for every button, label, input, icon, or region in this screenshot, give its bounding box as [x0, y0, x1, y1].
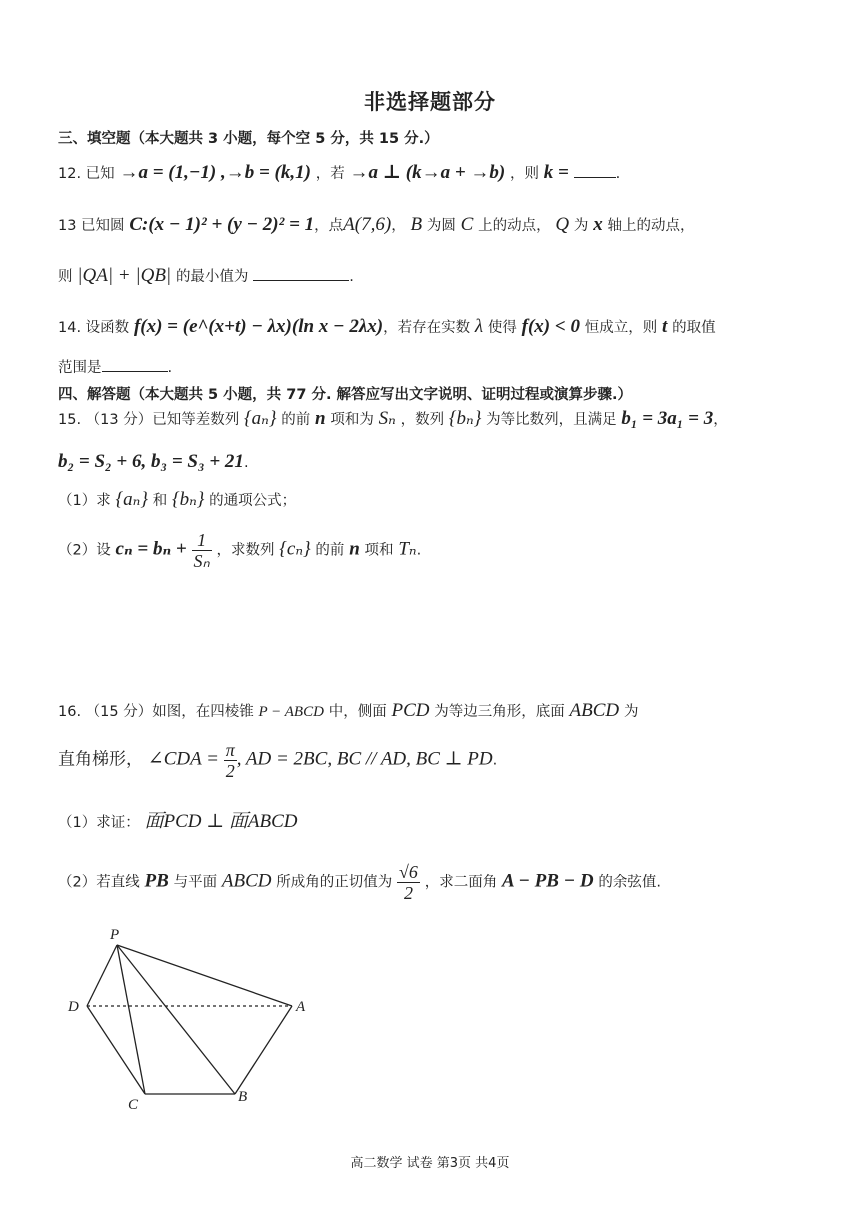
q13-text: ，点 — [314, 218, 344, 234]
question-14-line-2 — [58, 356, 172, 377]
q13-point-a: A(7,6) — [343, 214, 392, 235]
q16-text: 直角梯形， — [58, 749, 143, 770]
q15-text: ， — [713, 412, 728, 428]
answer-blank[interactable] — [574, 163, 616, 178]
q16-base-abcd: ABCD — [569, 700, 620, 721]
q13-circle-equation: C:(x − 1)² + (y − 2)² = 1 — [129, 214, 315, 235]
q15-text: 的前 — [315, 542, 345, 559]
q12-lead: 12. 已知 — [58, 166, 115, 182]
fraction-denominator: 2 — [225, 761, 235, 781]
q13-lead: 13 已知圆 — [58, 218, 125, 234]
answer-blank[interactable] — [253, 266, 349, 281]
q15-n: n — [314, 408, 326, 429]
section-4-header: 四、解答题（本大题共 5 小题，共 77 分. 解答应写出文字说明、证明过程或演算步骤.） — [58, 387, 633, 403]
q16-perpendicular-planes: 面PCD ⊥ 面ABCD — [144, 811, 298, 832]
answer-blank[interactable] — [102, 357, 168, 372]
question-15-part-1 — [58, 488, 296, 511]
edge-pa — [117, 945, 292, 1006]
q15-seq-b: {bₙ} — [171, 489, 205, 510]
q13-c: C — [460, 214, 474, 235]
q13-x: x — [593, 214, 603, 235]
q13-text: 的最小值为 — [175, 269, 249, 285]
label-c: C — [128, 1097, 139, 1113]
fraction-numerator: √6 — [399, 862, 418, 882]
q15-condition-1: b₁ = 3a₁ = 3 — [621, 408, 714, 429]
q15-end: . — [243, 455, 249, 471]
q16-end: . — [492, 752, 498, 769]
fraction-numerator: π — [225, 740, 235, 760]
pyramid-figure — [60, 925, 330, 1115]
edge-pd — [87, 945, 117, 1006]
q14-end: . — [167, 360, 173, 376]
label-d: D — [68, 999, 79, 1015]
q13-end: . — [349, 269, 354, 285]
q12-text-2: ，则 — [510, 166, 540, 182]
q15-text: 的前 — [281, 412, 311, 428]
q15-seq-a: {aₙ} — [115, 489, 148, 510]
q14-lead: 14. 设函数 — [58, 320, 130, 336]
q15-n: n — [349, 538, 360, 560]
q13-text: 则 — [58, 269, 73, 285]
q13-b: B — [410, 214, 423, 235]
q15-text: 和 — [152, 493, 168, 509]
q15-text: 为等比数列，且满足 — [486, 412, 617, 428]
q12-vectors: →a = (1,−1) ,→b = (k,1) — [119, 162, 311, 183]
q15-text: 的通项公式； — [209, 493, 297, 509]
q16-text: ，求二面角 — [424, 874, 498, 891]
q13-text: 上的动点， — [478, 218, 551, 234]
q14-text: 的取值 — [672, 320, 716, 336]
label-a: A — [296, 999, 306, 1015]
q15-seq-b: {bₙ} — [448, 408, 482, 429]
q16-fraction-sqrt6 — [397, 862, 420, 903]
q14-text: 恒成立，则 — [584, 320, 658, 336]
q12-perp-condition: →a ⊥ (k→a + →b) — [349, 162, 506, 183]
question-16 — [58, 700, 638, 722]
q16-text: 中，侧面 — [328, 704, 387, 720]
q15-text: ，数列 — [400, 412, 445, 428]
question-13 — [58, 214, 694, 236]
q15-text: （1）求 — [58, 493, 111, 509]
q16-text: 为 — [623, 704, 639, 720]
q16-text: （1）求证： — [58, 815, 140, 831]
q16-text: 的余弦值. — [598, 874, 662, 891]
q15-condition-2: b₂ = S₂ + 6, b₃ = S₃ + 21 — [58, 451, 244, 472]
q14-text: 范围是 — [58, 360, 102, 376]
q14-function: f(x) = (e^(x+t) − λx)(ln x − 2λx) — [133, 316, 384, 337]
q12-text: ，若 — [315, 166, 345, 182]
q14-t: t — [662, 316, 668, 337]
q15-seq-a: {aₙ} — [244, 408, 277, 429]
q16-angle: ∠CDA = — [147, 748, 219, 770]
question-16-line-2 — [58, 740, 497, 781]
question-13-line-2 — [58, 265, 354, 287]
q15-lead: 15. （13 分）已知等差数列 — [58, 412, 240, 428]
q15-seq-c: {cₙ} — [279, 538, 311, 560]
q15-text: ，求数列 — [216, 542, 275, 559]
label-b: B — [238, 1089, 248, 1105]
q16-text: 与平面 — [173, 874, 218, 891]
question-16-part-1 — [58, 806, 298, 833]
q16-line-pb: PB — [144, 870, 169, 892]
question-14 — [58, 316, 716, 338]
q13-text: 为 — [573, 218, 589, 234]
q15-tn: Tₙ — [398, 538, 417, 560]
q14-text: 使得 — [487, 320, 517, 336]
q16-lead: 16. （15 分）如图，在四棱锥 — [58, 704, 254, 720]
question-15 — [58, 407, 728, 430]
section-3-header: 三、填空题（本大题共 3 小题，每个空 5 分，共 15 分.） — [58, 131, 439, 147]
q16-text: 为等边三角形，底面 — [434, 704, 565, 720]
q16-pyramid: P − ABCD — [258, 704, 324, 720]
q15-sn: Sₙ — [378, 408, 396, 429]
q14-lambda: λ — [474, 316, 484, 337]
edge-pb — [117, 945, 235, 1094]
page-footer: 高二数学 试卷 第3页 共4页 — [350, 1156, 510, 1171]
q15-fraction — [192, 530, 212, 571]
fraction-denominator: 2 — [403, 883, 413, 903]
q15-cn-definition: cₙ = bₙ + — [115, 538, 187, 560]
q12-end: . — [615, 166, 621, 182]
fraction-numerator: 1 — [192, 530, 212, 551]
q15-text: （2）设 — [58, 542, 111, 559]
q13-text: 轴上的动点， — [607, 218, 695, 234]
q15-text: 项和 — [364, 542, 394, 559]
q16-dihedral: A − PB − D — [501, 870, 594, 892]
question-12 — [58, 161, 620, 184]
q16-text: 所成角的正切值为 — [276, 874, 393, 891]
q13-distance-sum: |QA| + |QB| — [77, 265, 172, 286]
q12-k: k = — [543, 162, 569, 183]
question-15-part-2 — [58, 530, 421, 571]
q13-text: 为圆 — [426, 218, 456, 234]
q16-plane: ABCD — [221, 870, 272, 892]
q13-text: ， — [391, 218, 406, 234]
q16-fraction-pi — [224, 740, 237, 781]
page-title: 非选择题部分 — [364, 90, 496, 114]
question-15-line-2 — [58, 451, 249, 473]
label-p: P — [110, 927, 120, 943]
q15-end: . — [416, 542, 422, 559]
q15-text: 项和为 — [330, 412, 374, 428]
q13-q: Q — [555, 214, 570, 235]
q16-conditions: , AD = 2BC, BC // AD, BC ⊥ PD — [236, 748, 493, 770]
q14-text: ，若存在实数 — [383, 320, 471, 336]
question-16-part-2 — [58, 862, 661, 903]
edge-ba — [235, 1006, 292, 1094]
fraction-denominator: Sₙ — [193, 551, 210, 571]
q16-text: （2）若直线 — [58, 874, 140, 891]
q14-inequality: f(x) < 0 — [521, 316, 580, 337]
q16-face-pcd: PCD — [391, 700, 430, 721]
